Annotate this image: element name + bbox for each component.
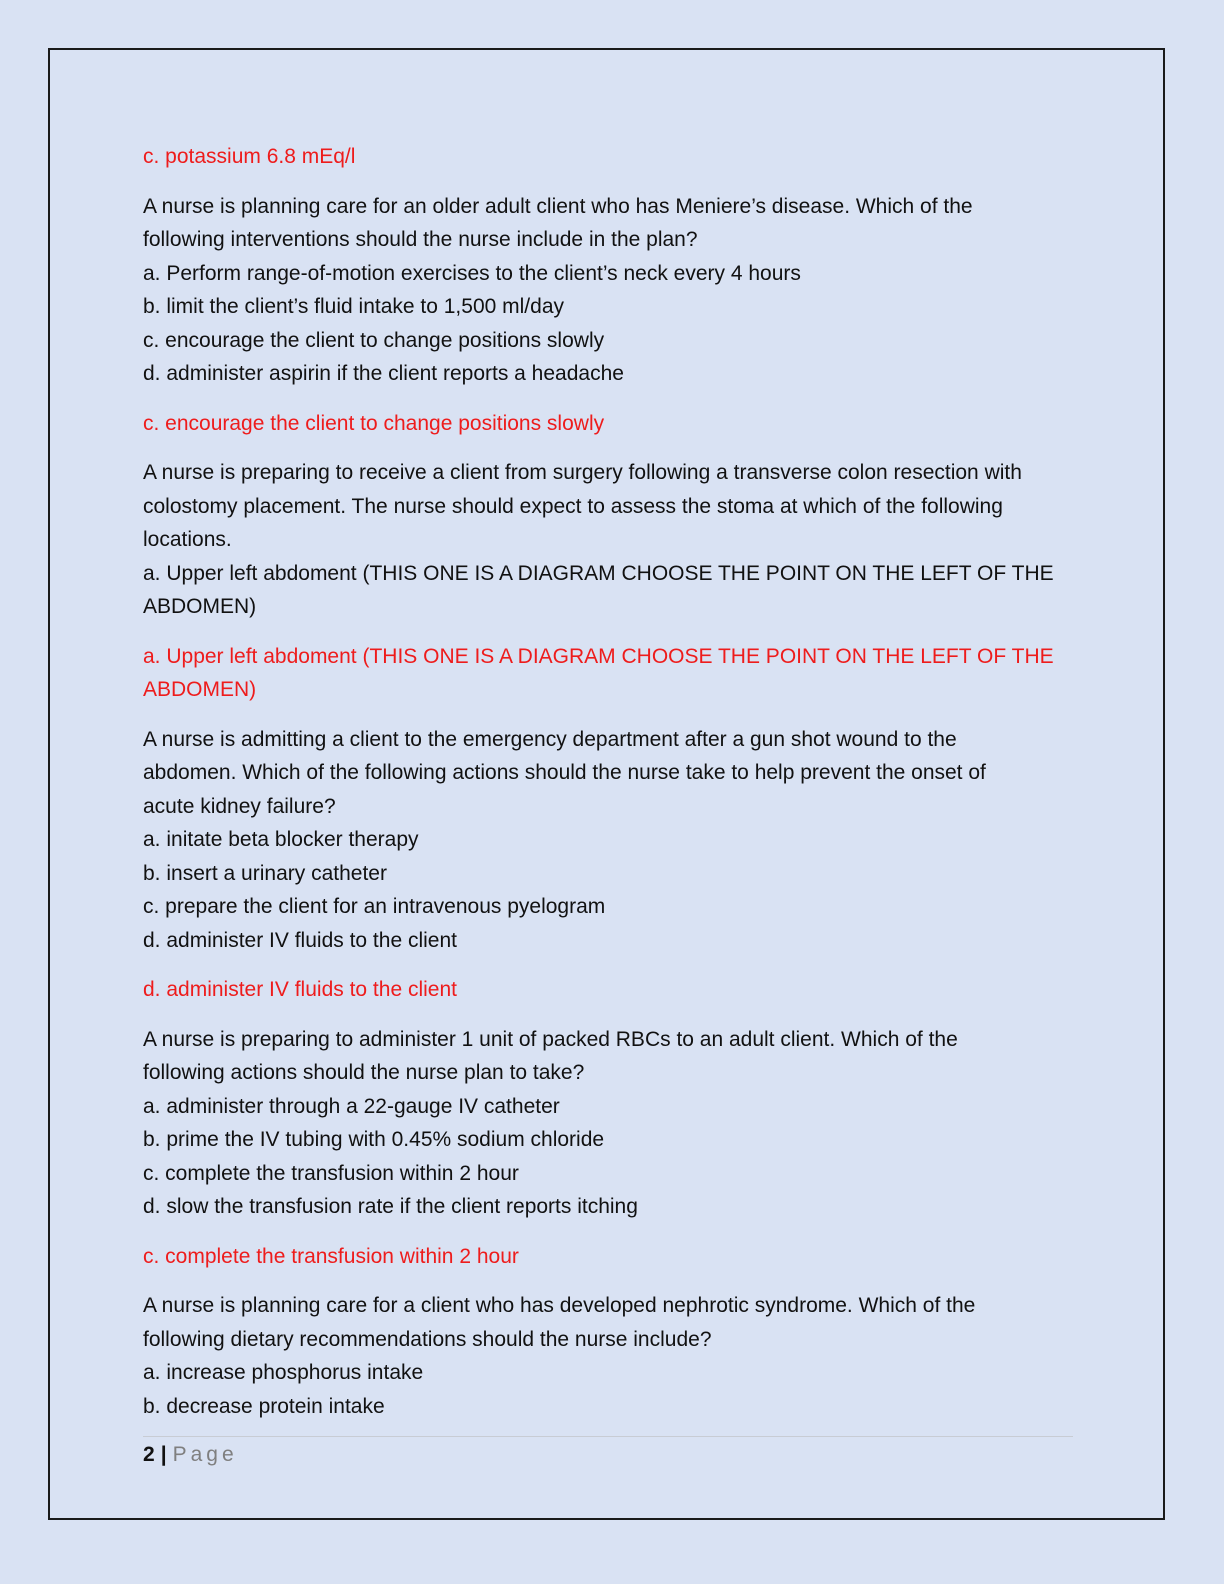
- page-label: Page: [172, 1443, 238, 1466]
- question-line: following interventions should the nurse include in the plan?: [143, 228, 698, 251]
- footer-separator: |: [160, 1443, 167, 1466]
- question-line: d. administer IV fluids to the client: [143, 928, 457, 952]
- answer-line: ABDOMEN): [143, 678, 257, 701]
- question-line: A nurse is planning care for an older adult client who has Meniere’s disease. Which of the: [143, 194, 973, 218]
- answer-line: c. potassium 6.8 mEq/l: [143, 145, 356, 168]
- answer-line: c. complete the transfusion within 2 hour: [143, 1244, 519, 1268]
- question-line: a. administer through a 22-gauge IV catheter: [143, 1094, 560, 1118]
- question-line: following dietary recommendations should the nurse include?: [143, 1327, 712, 1351]
- question-line: colostomy placement. The nurse should expect to assess the stoma at which of the following: [143, 494, 1003, 518]
- page-number: 2: [143, 1443, 155, 1466]
- question-paragraph: [143, 723, 1073, 958]
- document-body: [143, 140, 1073, 1439]
- answer-paragraph: [143, 640, 1073, 707]
- question-line: a. Perform range-of-motion exercises to the client’s neck every 4 hours: [143, 261, 801, 285]
- answer-paragraph: [143, 407, 1073, 441]
- question-line: A nurse is planning care for a client who has developed nephrotic syndrome. Which of the: [143, 1294, 976, 1317]
- footer-divider: [143, 1436, 1073, 1437]
- question-line: following actions should the nurse plan to take?: [143, 1061, 585, 1084]
- question-line: abdomen. Which of the following actions should the nurse take to help prevent the onset of: [143, 761, 986, 784]
- question-line: A nurse is preparing to receive a client from surgery following a transverse colon resection with: [143, 461, 1022, 484]
- question-line: d. administer aspirin if the client reports a headache: [143, 362, 624, 385]
- question-line: c. encourage the client to change positions slowly: [143, 328, 605, 352]
- question-paragraph: [143, 1023, 1073, 1224]
- question-line: d. slow the transfusion rate if the client reports itching: [143, 1195, 638, 1218]
- answer-line: c. encourage the client to change positions slowly: [143, 411, 605, 435]
- question-line: a. Upper left abdoment (THIS ONE IS A DIAGRAM CHOOSE THE POINT ON THE LEFT OF THE: [143, 561, 1054, 585]
- answer-paragraph: [143, 140, 1073, 174]
- question-line: locations.: [143, 528, 232, 551]
- question-line: b. decrease protein intake: [143, 1394, 385, 1418]
- question-line: b. prime the IV tubing with 0.45% sodium chloride: [143, 1128, 605, 1151]
- answer-paragraph: [143, 1240, 1073, 1274]
- question-line: A nurse is admitting a client to the emergency department after a gun shot wound to the: [143, 727, 957, 751]
- answer-paragraph: [143, 973, 1073, 1007]
- question-line: b. limit the client’s fluid intake to 1,500 ml/day: [143, 295, 564, 318]
- question-paragraph: [143, 1289, 1073, 1423]
- question-line: ABDOMEN): [143, 595, 257, 618]
- question-paragraph: [143, 190, 1073, 391]
- question-paragraph: [143, 456, 1073, 624]
- question-line: acute kidney failure?: [143, 794, 336, 818]
- question-line: c. complete the transfusion within 2 hour: [143, 1161, 519, 1185]
- question-line: A nurse is preparing to administer 1 unit of packed RBCs to an adult client. Which of the: [143, 1027, 958, 1051]
- answer-line: d. administer IV fluids to the client: [143, 978, 457, 1001]
- question-line: b. insert a urinary catheter: [143, 861, 387, 885]
- question-line: c. prepare the client for an intravenous pyelogram: [143, 895, 606, 918]
- answer-line: a. Upper left abdoment (THIS ONE IS A DIAGRAM CHOOSE THE POINT ON THE LEFT OF THE: [143, 644, 1054, 668]
- page-footer: [143, 1438, 238, 1471]
- question-line: a. increase phosphorus intake: [143, 1361, 424, 1384]
- question-line: a. initate beta blocker therapy: [143, 828, 419, 851]
